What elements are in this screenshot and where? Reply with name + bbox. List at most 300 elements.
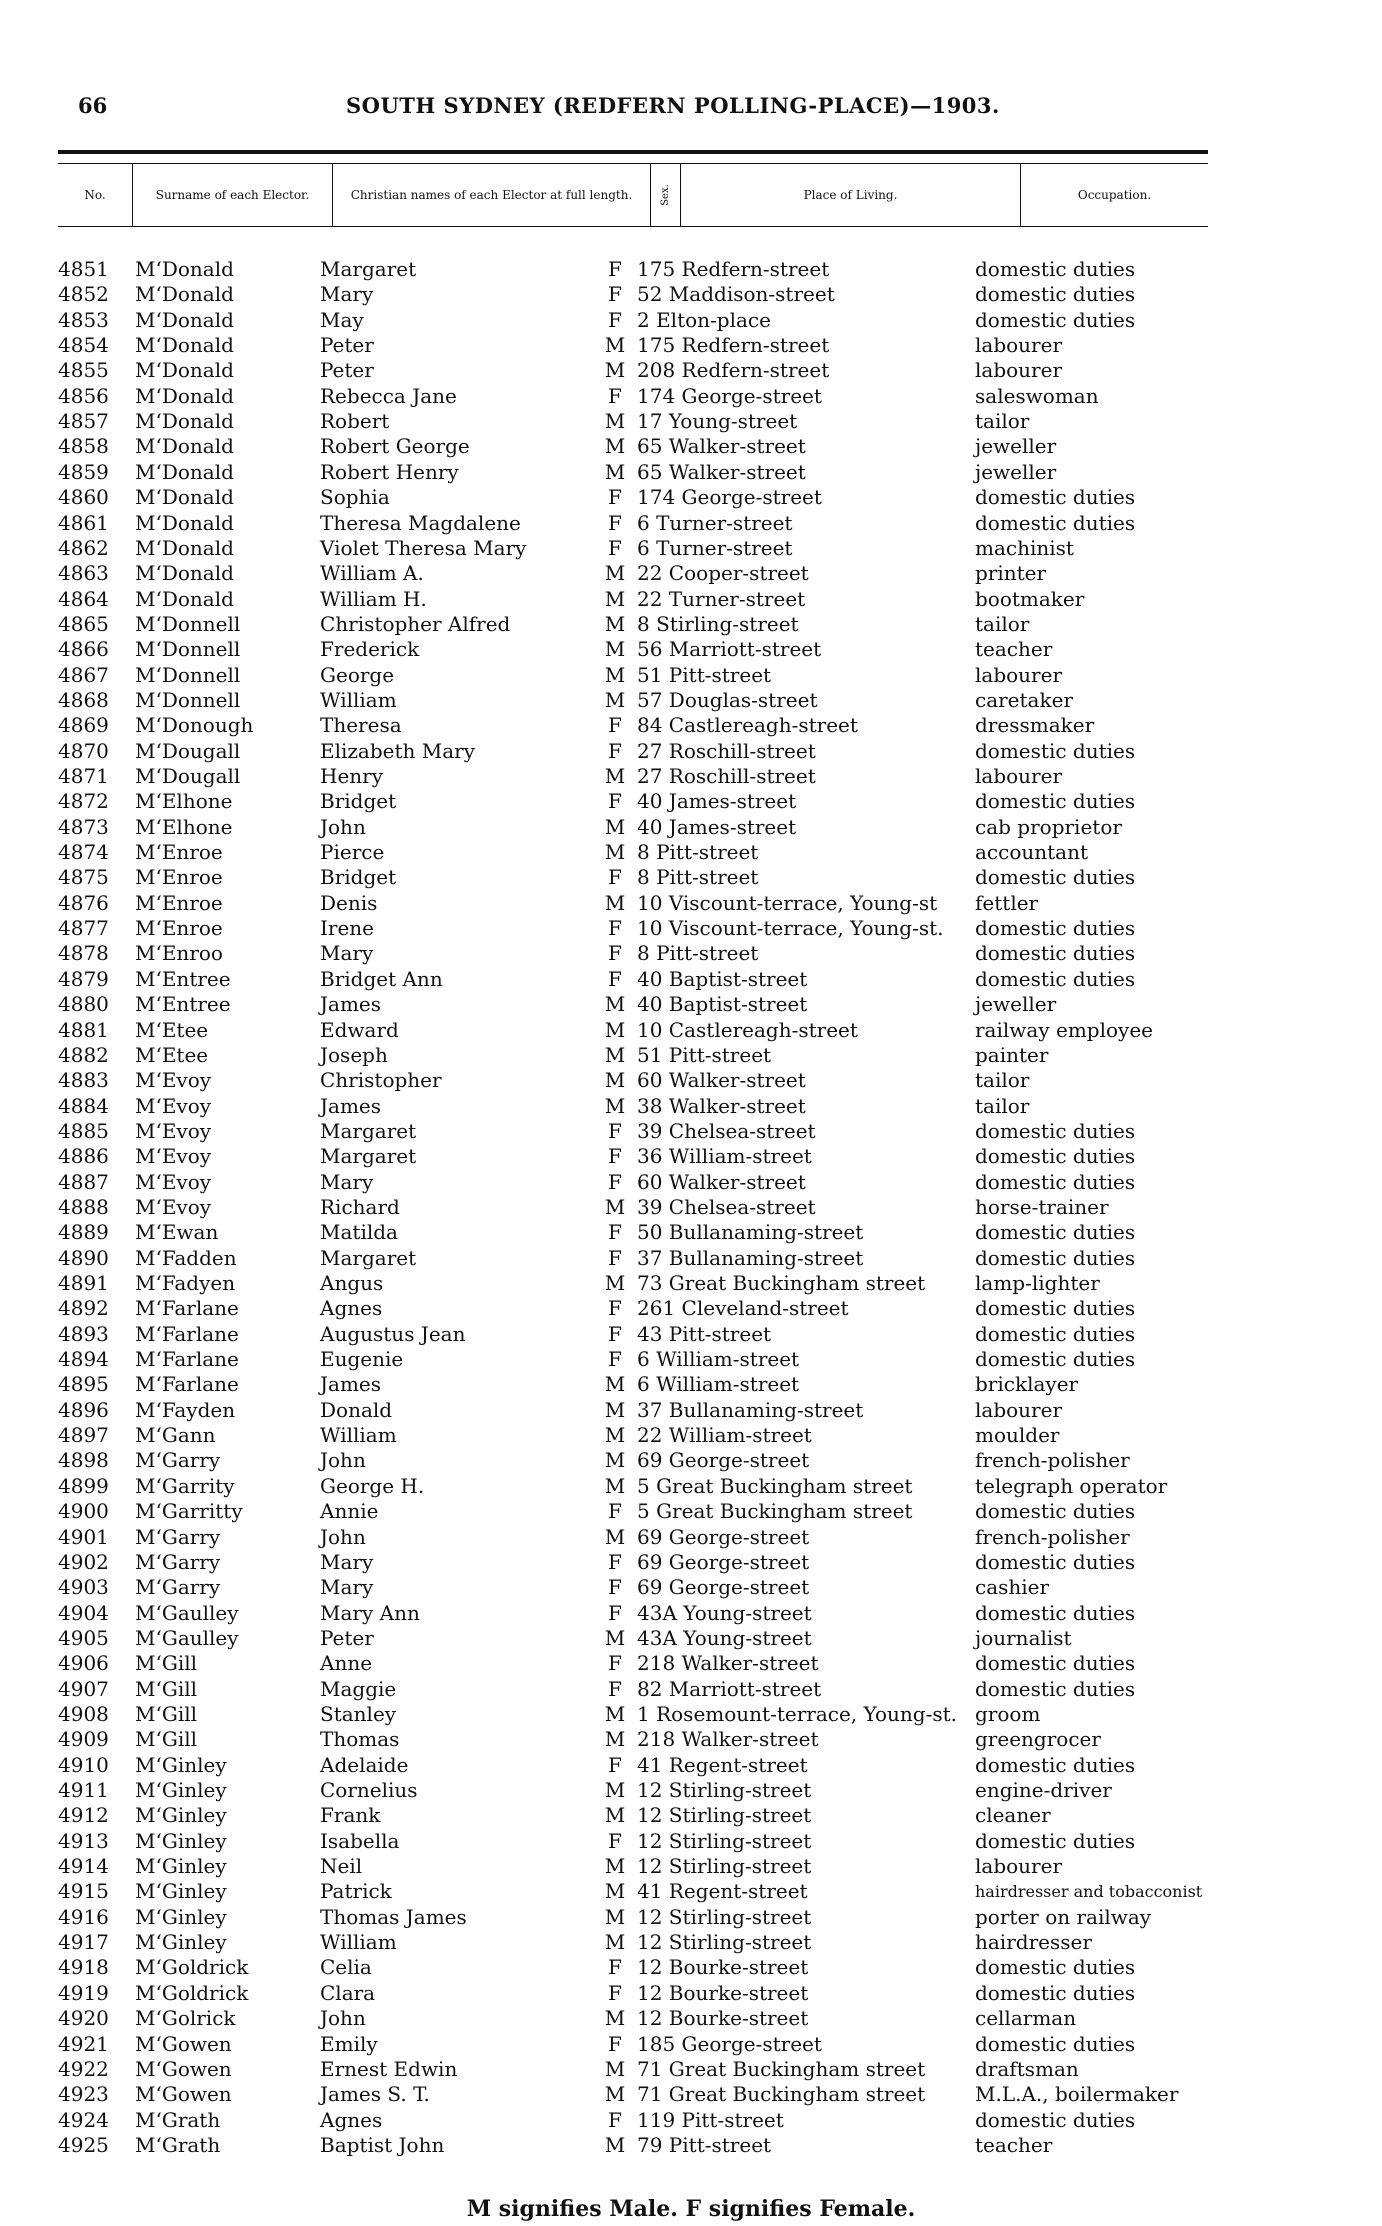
elector-row	[0, 1322, 1382, 1347]
elector-row	[0, 1626, 1382, 1651]
elector-christian-names: Henry	[320, 764, 384, 788]
elector-sex: F	[608, 1981, 622, 2005]
elector-number: 4918	[58, 1955, 109, 1979]
elector-occupation: caretaker	[975, 688, 1073, 712]
elector-sex: F	[608, 511, 622, 535]
elector-christian-names: Bridget Ann	[320, 967, 443, 991]
elector-sex: M	[604, 1271, 626, 1295]
elector-number: 4925	[58, 2133, 109, 2157]
elector-christian-names: Joseph	[320, 1043, 388, 1067]
elector-sex: F	[608, 1119, 622, 1143]
elector-row	[0, 1474, 1382, 1499]
elector-place-of-living: 40 Baptist-street	[637, 967, 808, 991]
elector-sex: F	[608, 1322, 622, 1346]
elector-christian-names: Rebecca Jane	[320, 384, 457, 408]
elector-sex: F	[608, 1144, 622, 1168]
elector-occupation: accountant	[975, 840, 1089, 864]
elector-surname: M‘Evoy	[135, 1119, 212, 1143]
elector-place-of-living: 40 Baptist-street	[637, 992, 808, 1016]
elector-place-of-living: 218 Walker-street	[637, 1651, 819, 1675]
elector-surname: M‘Garry	[135, 1448, 221, 1472]
elector-sex: M	[604, 1195, 626, 1219]
elector-number: 4853	[58, 308, 109, 332]
elector-row	[0, 1854, 1382, 1879]
elector-sex: M	[604, 1068, 626, 1092]
elector-number: 4858	[58, 434, 109, 458]
elector-sex: M	[604, 1778, 626, 1802]
elector-place-of-living: 2 Elton-place	[637, 308, 771, 332]
elector-sex: M	[604, 1626, 626, 1650]
column-header-sex-label: Sex.	[659, 184, 671, 206]
elector-sex: F	[608, 282, 622, 306]
elector-place-of-living: 69 George-street	[637, 1575, 810, 1599]
elector-occupation: dressmaker	[975, 713, 1095, 737]
elector-number: 4901	[58, 1525, 109, 1549]
elector-surname: M‘Gill	[135, 1702, 198, 1726]
elector-row	[0, 384, 1382, 409]
elector-sex: M	[604, 1372, 626, 1396]
elector-sex: M	[604, 434, 626, 458]
elector-sex: M	[604, 1018, 626, 1042]
elector-surname: M‘Enroo	[135, 941, 223, 965]
elector-occupation: draftsman	[975, 2057, 1079, 2081]
elector-occupation: cashier	[975, 1575, 1050, 1599]
elector-place-of-living: 73 Great Buckingham street	[637, 1271, 926, 1295]
elector-occupation: engine-driver	[975, 1778, 1112, 1802]
elector-number: 4863	[58, 561, 109, 585]
elector-place-of-living: 12 Stirling-street	[637, 1803, 812, 1827]
elector-row	[0, 409, 1382, 434]
elector-surname: M‘Farlane	[135, 1347, 239, 1371]
elector-sex: M	[604, 1879, 626, 1903]
elector-sex: F	[608, 1575, 622, 1599]
elector-surname: M‘Ginley	[135, 1778, 227, 1802]
elector-place-of-living: 218 Walker-street	[637, 1727, 819, 1751]
elector-christian-names: Celia	[320, 1955, 372, 1979]
elector-christian-names: Bridget	[320, 865, 397, 889]
elector-christian-names: William	[320, 688, 397, 712]
elector-place-of-living: 37 Bullanaming-street	[637, 1398, 864, 1422]
elector-occupation: domestic duties	[975, 282, 1136, 306]
elector-number: 4886	[58, 1144, 109, 1168]
elector-occupation: domestic duties	[975, 1753, 1136, 1777]
elector-row	[0, 257, 1382, 282]
elector-occupation: domestic duties	[975, 1119, 1136, 1143]
elector-place-of-living: 12 Stirling-street	[637, 1930, 812, 1954]
elector-sex: M	[604, 2006, 626, 2030]
elector-number: 4897	[58, 1423, 109, 1447]
elector-occupation: telegraph operator	[975, 1474, 1168, 1498]
elector-row	[0, 967, 1382, 992]
elector-place-of-living: 10 Viscount-terrace, Young-st.	[637, 916, 944, 940]
elector-number: 4914	[58, 1854, 109, 1878]
elector-christian-names: Agnes	[320, 1296, 383, 1320]
elector-place-of-living: 40 James-street	[637, 789, 797, 813]
elector-row	[0, 561, 1382, 586]
elector-occupation: tailor	[975, 1094, 1030, 1118]
elector-row	[0, 1575, 1382, 1600]
elector-number: 4868	[58, 688, 109, 712]
elector-surname: M‘Gill	[135, 1677, 198, 1701]
elector-place-of-living: 65 Walker-street	[637, 434, 806, 458]
elector-christian-names: Bridget	[320, 789, 397, 813]
elector-surname: M‘Donald	[135, 257, 234, 281]
elector-occupation: domestic duties	[975, 2032, 1136, 2056]
elector-christian-names: Margaret	[320, 1119, 417, 1143]
elector-christian-names: Theresa	[320, 713, 402, 737]
elector-row	[0, 815, 1382, 840]
elector-sex: M	[604, 587, 626, 611]
elector-number: 4911	[58, 1778, 109, 1802]
elector-christian-names: Robert George	[320, 434, 470, 458]
elector-surname: M‘Enroe	[135, 865, 223, 889]
elector-christian-names: James	[320, 1372, 382, 1396]
elector-row	[0, 1246, 1382, 1271]
elector-occupation: domestic duties	[975, 257, 1136, 281]
elector-sex: F	[608, 1347, 622, 1371]
elector-row	[0, 1753, 1382, 1778]
elector-sex: M	[604, 1094, 626, 1118]
elector-sex: F	[608, 2108, 622, 2132]
elector-row	[0, 713, 1382, 738]
elector-christian-names: Mary	[320, 941, 374, 965]
elector-place-of-living: 41 Regent-street	[637, 1753, 808, 1777]
elector-christian-names: Peter	[320, 1626, 374, 1650]
elector-surname: M‘Gowen	[135, 2057, 232, 2081]
elector-surname: M‘Elhone	[135, 789, 233, 813]
elector-occupation: teacher	[975, 637, 1053, 661]
elector-sex: M	[604, 1448, 626, 1472]
elector-place-of-living: 10 Castlereagh-street	[637, 1018, 858, 1042]
elector-surname: M‘Evoy	[135, 1170, 212, 1194]
elector-occupation: jeweller	[975, 992, 1057, 1016]
elector-row	[0, 1930, 1382, 1955]
elector-place-of-living: 43A Young-street	[637, 1626, 812, 1650]
elector-place-of-living: 52 Maddison-street	[637, 282, 835, 306]
elector-row	[0, 1955, 1382, 1980]
elector-sex: F	[608, 1955, 622, 1979]
elector-sex: M	[604, 1702, 626, 1726]
elector-occupation: domestic duties	[975, 1601, 1136, 1625]
elector-sex: F	[608, 1829, 622, 1853]
elector-place-of-living: 119 Pitt-street	[637, 2108, 784, 2132]
elector-surname: M‘Donald	[135, 358, 234, 382]
elector-occupation: hairdresser	[975, 1930, 1092, 1954]
elector-surname: M‘Donnell	[135, 637, 241, 661]
elector-place-of-living: 5 Great Buckingham street	[637, 1474, 913, 1498]
elector-sex: M	[604, 1423, 626, 1447]
elector-christian-names: Thomas	[320, 1727, 400, 1751]
elector-christian-names: Baptist John	[320, 2133, 445, 2157]
elector-christian-names: Mary	[320, 1170, 374, 1194]
elector-place-of-living: 39 Chelsea-street	[637, 1119, 816, 1143]
elector-number: 4873	[58, 815, 109, 839]
elector-sex: F	[608, 1246, 622, 1270]
elector-row	[0, 1043, 1382, 1068]
elector-number: 4906	[58, 1651, 109, 1675]
elector-surname: M‘Evoy	[135, 1195, 212, 1219]
elector-occupation: horse-trainer	[975, 1195, 1109, 1219]
elector-sex: F	[608, 1296, 622, 1320]
elector-surname: M‘Gaulley	[135, 1601, 239, 1625]
elector-number: 4860	[58, 485, 109, 509]
elector-place-of-living: 174 George-street	[637, 384, 822, 408]
elector-surname: M‘Donald	[135, 308, 234, 332]
elector-occupation: domestic duties	[975, 308, 1136, 332]
elector-number: 4883	[58, 1068, 109, 1092]
elector-surname: M‘Enroe	[135, 840, 223, 864]
elector-occupation: domestic duties	[975, 1651, 1136, 1675]
elector-occupation: labourer	[975, 663, 1063, 687]
elector-surname: M‘Gann	[135, 1423, 216, 1447]
elector-place-of-living: 69 George-street	[637, 1448, 810, 1472]
elector-sex: F	[608, 713, 622, 737]
elector-number: 4919	[58, 1981, 109, 2005]
elector-occupation: jeweller	[975, 460, 1057, 484]
elector-christian-names: Robert	[320, 409, 390, 433]
elector-christian-names: Margaret	[320, 1144, 417, 1168]
elector-sex: M	[604, 358, 626, 382]
elector-christian-names: John	[320, 815, 366, 839]
elector-number: 4881	[58, 1018, 109, 1042]
elector-christian-names: William	[320, 1423, 397, 1447]
elector-row	[0, 2133, 1382, 2158]
elector-number: 4922	[58, 2057, 109, 2081]
elector-row	[0, 1195, 1382, 1220]
elector-surname: M‘Fadden	[135, 1246, 237, 1270]
elector-number: 4852	[58, 282, 109, 306]
elector-sex: M	[604, 333, 626, 357]
elector-sex: M	[604, 764, 626, 788]
elector-christian-names: Emily	[320, 2032, 378, 2056]
elector-sex: F	[608, 967, 622, 991]
elector-christian-names: James S. T.	[320, 2082, 430, 2106]
elector-place-of-living: 84 Castlereagh-street	[637, 713, 858, 737]
elector-row	[0, 1677, 1382, 1702]
elector-number: 4870	[58, 739, 109, 763]
elector-sex: M	[604, 460, 626, 484]
elector-sex: M	[604, 2082, 626, 2106]
elector-row	[0, 536, 1382, 561]
elector-row	[0, 2032, 1382, 2057]
elector-christian-names: Margaret	[320, 1246, 417, 1270]
elector-occupation: domestic duties	[975, 1499, 1136, 1523]
elector-place-of-living: 71 Great Buckingham street	[637, 2057, 926, 2081]
elector-occupation: cellarman	[975, 2006, 1077, 2030]
elector-surname: M‘Ginley	[135, 1753, 227, 1777]
elector-surname: M‘Donnell	[135, 663, 241, 687]
elector-occupation: jeweller	[975, 434, 1057, 458]
elector-number: 4899	[58, 1474, 109, 1498]
elector-sex: M	[604, 992, 626, 1016]
elector-place-of-living: 12 Bourke-street	[637, 2006, 809, 2030]
elector-occupation: domestic duties	[975, 1347, 1136, 1371]
elector-surname: M‘Ginley	[135, 1854, 227, 1878]
elector-christian-names: Violet Theresa Mary	[320, 536, 527, 560]
elector-christian-names: John	[320, 1448, 366, 1472]
elector-christian-names: Sophia	[320, 485, 390, 509]
elector-surname: M‘Donald	[135, 587, 234, 611]
elector-row	[0, 1778, 1382, 1803]
elector-occupation: M.L.A., boilermaker	[975, 2082, 1179, 2106]
elector-place-of-living: 38 Walker-street	[637, 1094, 806, 1118]
elector-place-of-living: 43 Pitt-street	[637, 1322, 772, 1346]
elector-surname: M‘Donald	[135, 409, 234, 433]
elector-sex: M	[604, 688, 626, 712]
elector-surname: M‘Grath	[135, 2133, 221, 2157]
elector-surname: M‘Donough	[135, 713, 254, 737]
elector-number: 4851	[58, 257, 109, 281]
elector-surname: M‘Gaulley	[135, 1626, 239, 1650]
elector-surname: M‘Dougall	[135, 739, 241, 763]
elector-number: 4921	[58, 2032, 109, 2056]
elector-sex: F	[608, 257, 622, 281]
elector-christian-names: Christopher Alfred	[320, 612, 511, 636]
elector-occupation: domestic duties	[975, 1296, 1136, 1320]
elector-number: 4866	[58, 637, 109, 661]
elector-occupation: porter on railway	[975, 1905, 1152, 1929]
elector-christian-names: May	[320, 308, 364, 332]
elector-place-of-living: 79 Pitt-street	[637, 2133, 772, 2157]
elector-place-of-living: 6 Turner-street	[637, 536, 793, 560]
elector-number: 4874	[58, 840, 109, 864]
elector-christian-names: Eugenie	[320, 1347, 404, 1371]
elector-place-of-living: 12 Stirling-street	[637, 1778, 812, 1802]
elector-sex: F	[608, 1601, 622, 1625]
elector-place-of-living: 65 Walker-street	[637, 460, 806, 484]
elector-sex: M	[604, 1727, 626, 1751]
elector-row	[0, 1018, 1382, 1043]
elector-number: 4924	[58, 2108, 109, 2132]
elector-row	[0, 1879, 1382, 1904]
elector-surname: M‘Ginley	[135, 1879, 227, 1903]
elector-row	[0, 1296, 1382, 1321]
elector-occupation: french-polisher	[975, 1525, 1130, 1549]
elector-surname: M‘Farlane	[135, 1372, 239, 1396]
elector-sex: M	[604, 815, 626, 839]
elector-row	[0, 308, 1382, 333]
elector-occupation: domestic duties	[975, 739, 1136, 763]
elector-surname: M‘Donnell	[135, 688, 241, 712]
elector-sex: F	[608, 789, 622, 813]
elector-christian-names: George	[320, 663, 395, 687]
elector-number: 4879	[58, 967, 109, 991]
elector-christian-names: Margaret	[320, 257, 417, 281]
elector-christian-names: Pierce	[320, 840, 385, 864]
elector-number: 4861	[58, 511, 109, 535]
elector-sex: F	[608, 485, 622, 509]
elector-place-of-living: 39 Chelsea-street	[637, 1195, 816, 1219]
elector-row	[0, 2082, 1382, 2107]
elector-occupation: labourer	[975, 764, 1063, 788]
elector-occupation: cleaner	[975, 1803, 1051, 1827]
elector-number: 4898	[58, 1448, 109, 1472]
elector-christian-names: Edward	[320, 1018, 399, 1042]
elector-sex: M	[604, 1854, 626, 1878]
elector-number: 4875	[58, 865, 109, 889]
elector-row	[0, 460, 1382, 485]
column-header-sex	[651, 164, 681, 226]
elector-row	[0, 1423, 1382, 1448]
elector-number: 4923	[58, 2082, 109, 2106]
elector-row	[0, 1981, 1382, 2006]
elector-number: 4864	[58, 587, 109, 611]
elector-christian-names: Richard	[320, 1195, 400, 1219]
elector-row	[0, 1372, 1382, 1397]
elector-sex: F	[608, 308, 622, 332]
elector-number: 4893	[58, 1322, 109, 1346]
elector-place-of-living: 10 Viscount-terrace, Young-st	[637, 891, 938, 915]
elector-surname: M‘Entree	[135, 967, 231, 991]
elector-sex: M	[604, 1043, 626, 1067]
elector-place-of-living: 22 Turner-street	[637, 587, 806, 611]
elector-christian-names: Irene	[320, 916, 375, 940]
elector-christian-names: George H.	[320, 1474, 425, 1498]
elector-christian-names: William A.	[320, 561, 424, 585]
elector-place-of-living: 57 Douglas-street	[637, 688, 818, 712]
elector-occupation: painter	[975, 1043, 1049, 1067]
elector-number: 4908	[58, 1702, 109, 1726]
elector-row	[0, 485, 1382, 510]
elector-occupation: domestic duties	[975, 1220, 1136, 1244]
elector-occupation: machinist	[975, 536, 1074, 560]
elector-occupation: bricklayer	[975, 1372, 1079, 1396]
elector-row	[0, 663, 1382, 688]
elector-row	[0, 1651, 1382, 1676]
elector-place-of-living: 22 Cooper-street	[637, 561, 809, 585]
sex-legend-footer: M signifies Male. F signifies Female.	[466, 2196, 916, 2222]
elector-occupation: labourer	[975, 1854, 1063, 1878]
elector-sex: M	[604, 1905, 626, 1929]
elector-occupation: journalist	[975, 1626, 1072, 1650]
elector-number: 4877	[58, 916, 109, 940]
elector-surname: M‘Gill	[135, 1651, 198, 1675]
elector-christian-names: Christopher	[320, 1068, 442, 1092]
elector-number: 4891	[58, 1271, 109, 1295]
elector-place-of-living: 12 Stirling-street	[637, 1829, 812, 1853]
elector-sex: M	[604, 1803, 626, 1827]
elector-occupation: domestic duties	[975, 1170, 1136, 1194]
elector-occupation: fettler	[975, 891, 1039, 915]
elector-row	[0, 1347, 1382, 1372]
elector-surname: M‘Entree	[135, 992, 231, 1016]
elector-surname: M‘Golrick	[135, 2006, 236, 2030]
elector-sex: F	[608, 1753, 622, 1777]
elector-occupation: tailor	[975, 1068, 1030, 1092]
elector-row	[0, 1144, 1382, 1169]
elector-sex: M	[604, 561, 626, 585]
elector-row	[0, 2006, 1382, 2031]
elector-occupation: domestic duties	[975, 865, 1136, 889]
elector-occupation: saleswoman	[975, 384, 1099, 408]
elector-number: 4856	[58, 384, 109, 408]
elector-row	[0, 1702, 1382, 1727]
elector-christian-names: Robert Henry	[320, 460, 459, 484]
elector-christian-names: Frank	[320, 1803, 381, 1827]
elector-place-of-living: 6 Turner-street	[637, 511, 793, 535]
elector-number: 4865	[58, 612, 109, 636]
elector-place-of-living: 43A Young-street	[637, 1601, 812, 1625]
elector-number: 4854	[58, 333, 109, 357]
elector-place-of-living: 69 George-street	[637, 1550, 810, 1574]
elector-place-of-living: 37 Bullanaming-street	[637, 1246, 864, 1270]
elector-occupation: moulder	[975, 1423, 1060, 1447]
elector-row	[0, 587, 1382, 612]
column-header-place: Place of Living.	[681, 164, 1021, 226]
elector-christian-names: Ernest Edwin	[320, 2057, 458, 2081]
elector-surname: M‘Etee	[135, 1043, 209, 1067]
elector-place-of-living: 5 Great Buckingham street	[637, 1499, 913, 1523]
